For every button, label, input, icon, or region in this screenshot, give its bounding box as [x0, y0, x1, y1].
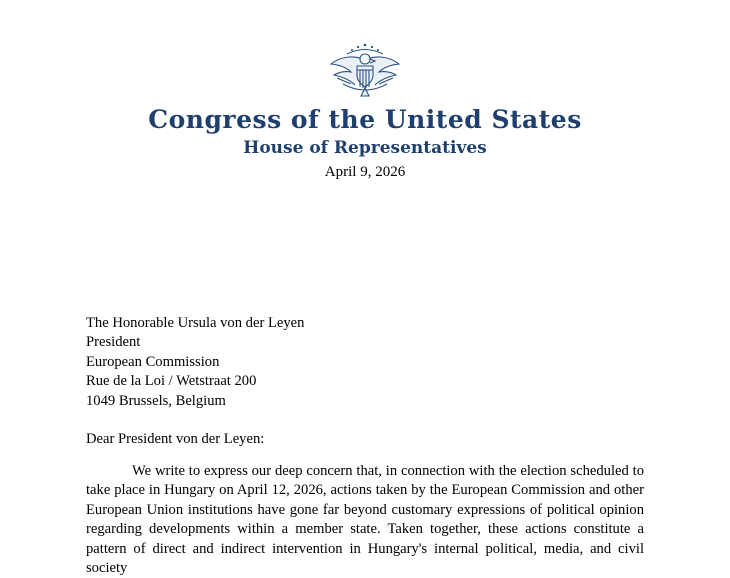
- house-title: House of Representatives: [243, 137, 487, 158]
- letterhead: [0, 0, 730, 181]
- address-line: The Honorable Ursula von der Leyen: [86, 315, 305, 331]
- us-congress-eagle-seal-icon: [0, 38, 730, 100]
- address-line: European Commission: [86, 353, 220, 370]
- address-line: 1049 Brussels, Belgium: [86, 392, 226, 409]
- letter-date: April 9, 2026: [324, 164, 406, 181]
- recipient-address-block: [86, 314, 644, 411]
- body-paragraph: We write to express our deep concern that, in connection with the election scheduled to take place in Hungary on April 12, 2026, actions taken by the European Commission and other European Union institutions have gone far beyond customary expressions of political opinion regarding developments within a member state. Taken together, these actions constitute a pattern of direct and indirect intervention in Hungary's internal political, media, and civil society: [86, 463, 644, 577]
- salutation: Dear President von der Leyen:: [86, 431, 265, 447]
- congress-title: Congress of the United States: [148, 105, 582, 134]
- letter-body: [86, 462, 644, 578]
- address-line: President: [86, 334, 141, 351]
- address-line: Rue de la Loi / Wetstraat 200: [86, 373, 257, 390]
